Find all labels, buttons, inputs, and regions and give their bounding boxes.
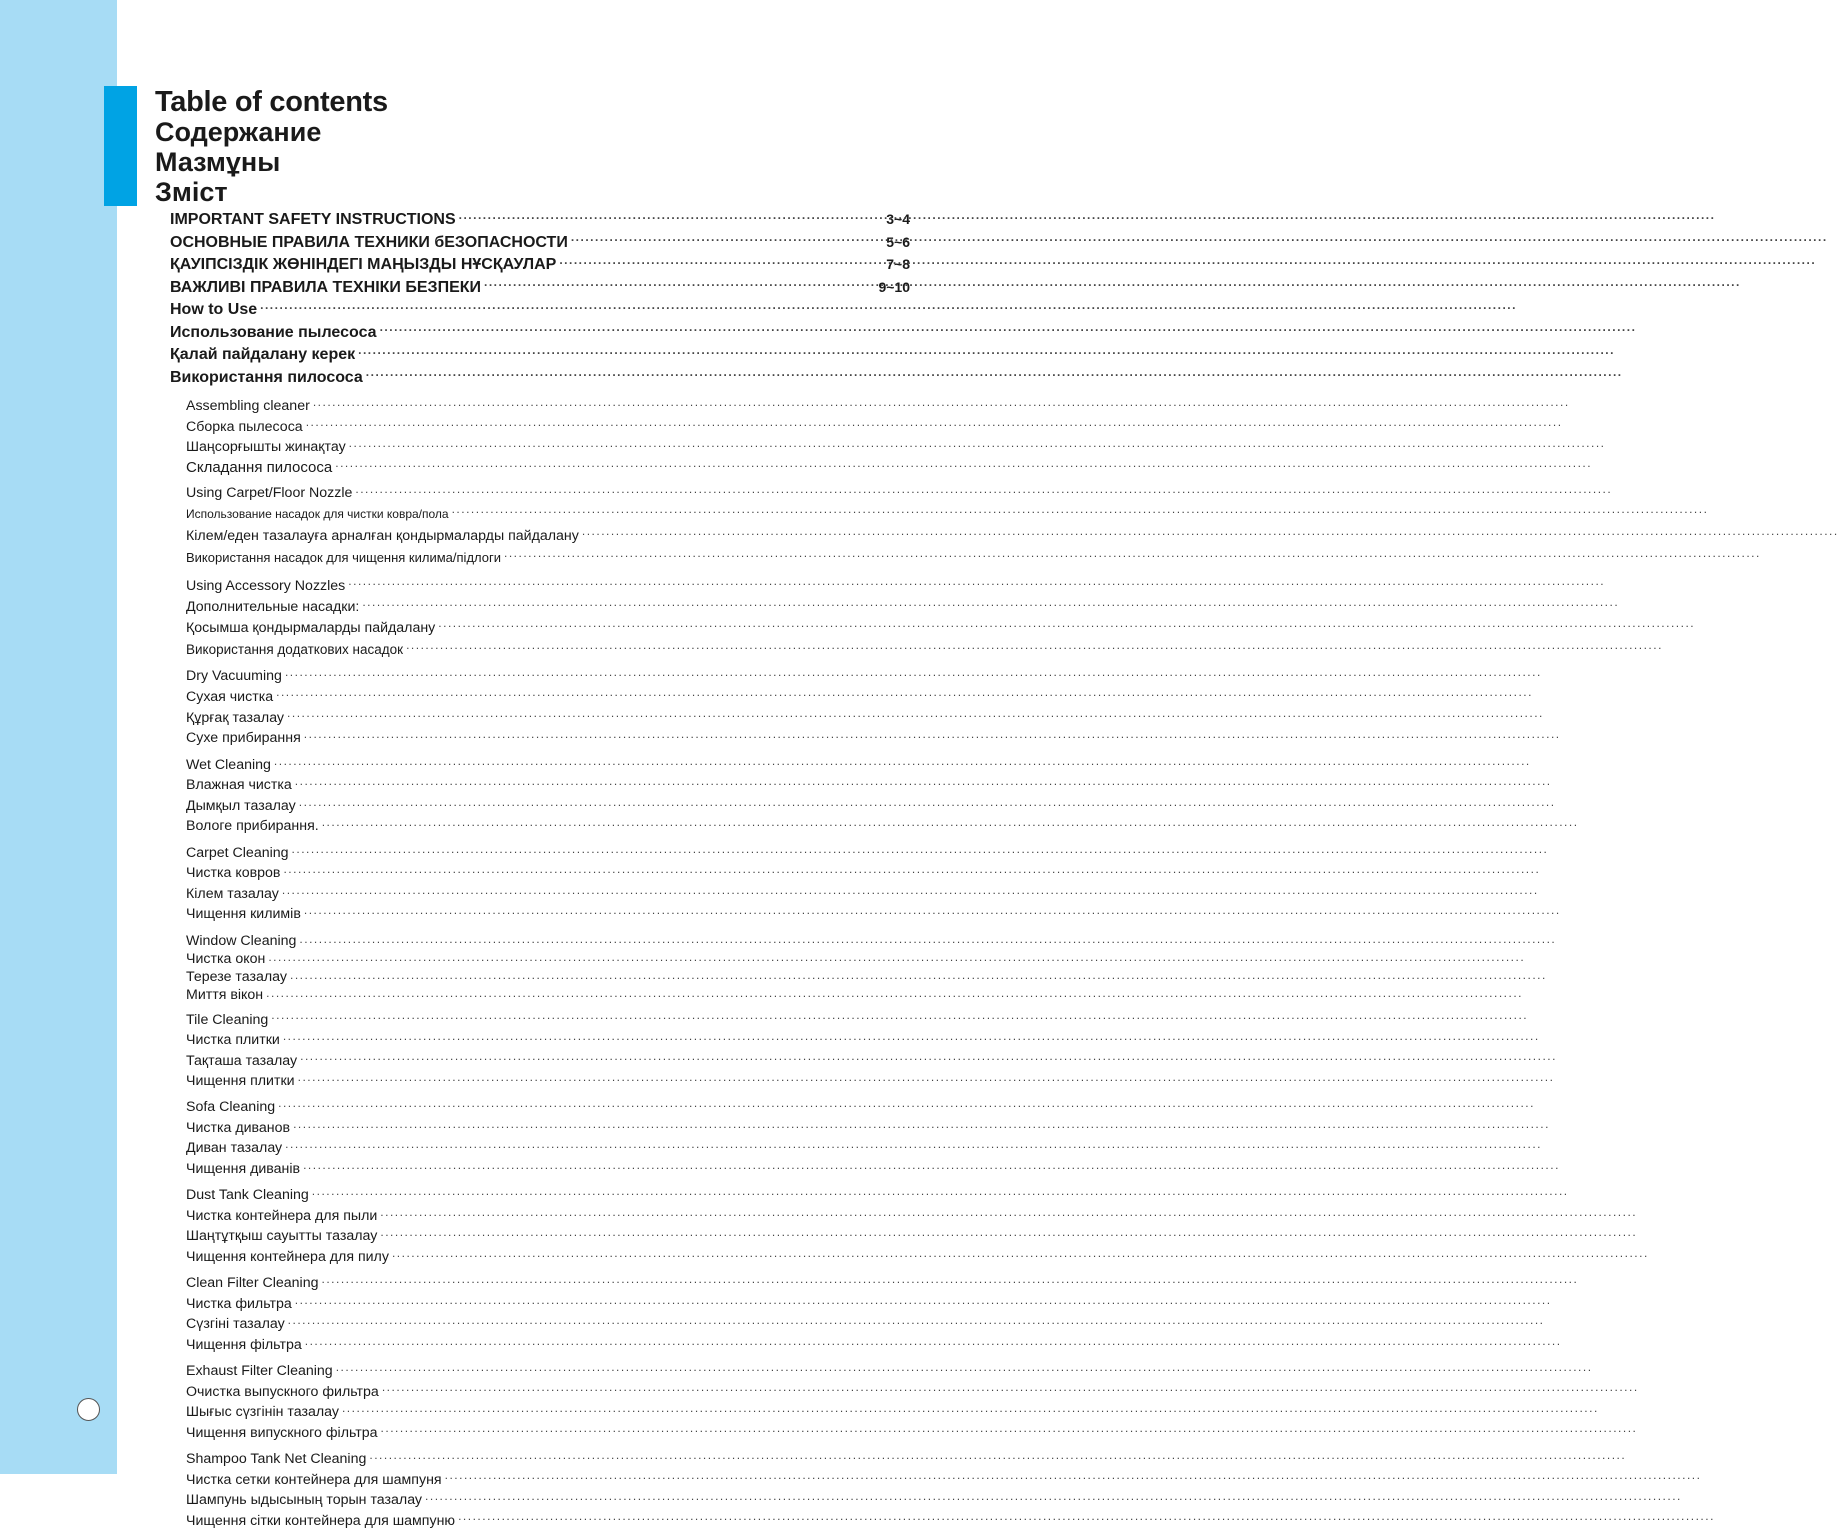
toc-group-dry-vacuuming [170, 666, 910, 749]
toc-group-clean-filter-cleaning [170, 1273, 910, 1355]
dot-leader [283, 863, 875, 877]
dot-leader [559, 253, 871, 269]
toc-sub-label: Сборка пылесоса [186, 418, 303, 435]
toc-entry-page: 3~4 [886, 211, 910, 227]
toc-sub-label: Carpet Cleaning [186, 844, 289, 861]
dot-leader [278, 1097, 875, 1111]
page-title-en: Table of contents [155, 86, 388, 118]
toc-entry-label: Використання пилососа [170, 368, 363, 386]
toc-group-carpet-cleaning [170, 843, 910, 925]
dot-leader [355, 483, 883, 497]
dot-leader [303, 1159, 875, 1173]
toc-sub-label: Тақташа тазалау [186, 1052, 298, 1069]
toc-group-assembling [170, 396, 910, 477]
dot-leader [300, 1050, 875, 1064]
toc-sub-label: Wet Cleaning [186, 756, 271, 773]
toc-sub-label: Очистка выпускного фильтра [186, 1383, 379, 1400]
toc-entry-page: 9~10 [878, 278, 910, 295]
page-title-ru: Содержание [155, 117, 322, 147]
dot-leader [362, 597, 883, 611]
dot-leader [312, 1185, 875, 1199]
toc-sub-label: Чистка диванов [186, 1119, 291, 1136]
dot-leader [292, 843, 875, 857]
toc-sub-entry[interactable] [170, 1247, 878, 1267]
toc-sub-label: Влажная чистка [186, 777, 292, 794]
toc-sub-label: Використання насадок для чищення килима/підлоги [186, 550, 501, 566]
toc-group-sofa-cleaning [170, 1097, 910, 1179]
dot-leader [504, 548, 883, 562]
dot-leader [458, 1511, 875, 1525]
dot-leader [335, 457, 883, 471]
toc-sub-entry[interactable] [170, 904, 878, 924]
toc-sub-label: Использование насадок для чистки ковра/пола [186, 507, 449, 522]
dot-leader [358, 343, 883, 359]
toc-sub-entry[interactable] [170, 816, 878, 836]
dot-leader [321, 1273, 883, 1287]
toc-sub-label: Чищення контейнера для пилу [186, 1248, 389, 1265]
toc-sub-label: Чистка ковров [186, 865, 281, 882]
dot-leader [304, 904, 875, 918]
toc-sub-label: Шаңтұтқыш сауытты тазалау [186, 1228, 378, 1245]
dot-leader [282, 884, 875, 898]
dot-leader [274, 755, 875, 769]
toc-sub-label: Сүзгіні тазалау [186, 1316, 285, 1333]
page-title-uk: Зміст [155, 177, 228, 207]
toc-sub-label: Using Accessory Nozzles [186, 577, 346, 594]
toc-sub-entry[interactable] [170, 967, 878, 985]
dot-leader [304, 728, 883, 742]
dot-leader [288, 1314, 883, 1328]
toc-sub-label: Чищення плитки [186, 1073, 295, 1089]
toc-entry-label: ҚАУІПСІЗДІК ЖӨНІНДЕГІ МАҢЫЗДЫ НҰСҚАУЛАР [170, 256, 557, 273]
toc-sub-label: Shampoo Tank Net Cleaning [186, 1451, 367, 1468]
toc-sub-label: Clean Filter Cleaning [186, 1275, 319, 1292]
toc-sub-label: Вологе прибирання. [186, 818, 319, 835]
toc-sub-label: Чищення килимів [186, 906, 301, 923]
dot-leader [348, 575, 883, 589]
dot-leader [285, 666, 883, 680]
dot-leader [445, 1470, 875, 1484]
toc-sub-label: Сухе прибирання [186, 730, 301, 747]
dot-leader [342, 1402, 875, 1416]
toc-sub-label: Dry Vacuuming [186, 668, 282, 685]
dot-leader [438, 618, 883, 632]
toc-entry-label: ВАЖЛИВІ ПРАВИЛА ТЕХНІКИ БЕЗПЕКИ [170, 278, 482, 296]
toc-sub-label: Қосымша қондырмаларды пайдалану [186, 619, 436, 636]
dot-leader [459, 208, 871, 224]
toc-sub-label: Чищення фільтра [186, 1336, 302, 1353]
dot-leader [285, 1138, 875, 1152]
dot-leader [366, 366, 883, 382]
dot-leader [369, 1449, 875, 1463]
dot-leader [406, 640, 883, 654]
dot-leader [306, 416, 883, 430]
dot-leader [271, 1009, 875, 1023]
toc-sub-label: Дополнительные насадки: [186, 598, 360, 615]
toc-sub-label: Чистка сетки контейнера для шампуня [186, 1471, 442, 1488]
dot-leader [287, 707, 883, 721]
toc-sub-entry[interactable] [170, 457, 886, 476]
toc-entry-label: Қалай пайдалану керек [170, 346, 356, 363]
toc-sub-entry[interactable] [170, 1071, 878, 1091]
toc-sub-entry[interactable] [170, 547, 886, 569]
dot-leader [380, 1206, 875, 1220]
toc-entry-page: 5~6 [886, 233, 910, 250]
dot-leader [425, 1490, 875, 1504]
toc-sub-label: Шампунь ыдысының торын тазалау [186, 1492, 423, 1509]
toc-sub-label: Sofa Cleaning [186, 1099, 276, 1116]
toc-entry-label: ОСНОВНЫЕ ПРАВИЛА ТЕХНИКИ бЕЗОПАСНОСТИ [170, 233, 568, 251]
toc-sub-label: Using Carpet/Floor Nozzle [186, 485, 353, 502]
table-of-contents [170, 208, 910, 1531]
toc-group-dust-tank-cleaning [170, 1185, 910, 1267]
toc-sub-entry[interactable] [170, 985, 878, 1003]
toc-sub-label: Терезе тазалау [186, 969, 287, 986]
toc-sub-label: Чистка плитки [186, 1032, 280, 1049]
toc-sub-label: Сухая чистка [186, 688, 274, 705]
toc-sub-label: Дымқыл тазалау [186, 797, 296, 814]
side-color-strip [0, 0, 117, 1474]
toc-sub-label: Шаңсорғышты жинақтау [186, 439, 346, 456]
dot-leader [295, 1294, 883, 1308]
dot-leader [266, 985, 875, 999]
dot-leader [452, 504, 883, 518]
dot-leader [380, 321, 883, 337]
toc-sub-label: Шығыс сүзгінін тазалау [186, 1404, 339, 1421]
toc-group-exhaust-filter-cleaning [170, 1361, 910, 1443]
dot-leader [381, 1423, 875, 1437]
toc-sub-label: Диван тазалау [186, 1140, 283, 1157]
toc-entry-label: IMPORTANT SAFETY INSTRUCTIONS [170, 211, 456, 228]
toc-sub-label: Чистка фильтра [186, 1295, 292, 1312]
title-accent-bar [104, 86, 137, 206]
dot-leader [392, 1247, 875, 1261]
toc-sub-label: Чистка окон [186, 950, 266, 967]
dot-leader [298, 1071, 875, 1085]
dot-leader [380, 1226, 875, 1240]
dot-leader [382, 1382, 875, 1396]
toc-group-window-cleaning [170, 931, 910, 1004]
toc-sub-label: Құрғақ тазалау [186, 709, 285, 726]
toc-sub-label: Кілем тазалау [186, 885, 279, 902]
dot-leader [299, 931, 875, 945]
toc-sub-label: Складання пилососа [186, 458, 333, 476]
toc-entry-page: 7~8 [886, 256, 910, 272]
toc-sub-label: Чистка контейнера для пыли [186, 1207, 378, 1224]
toc-sub-label: Window Cleaning [186, 932, 297, 949]
toc-sub-label: Чищення випускного фільтра [186, 1424, 378, 1441]
toc-entry-label: Использование пылесоса [170, 323, 377, 341]
toc-sub-entry[interactable] [170, 639, 886, 660]
dot-leader [571, 231, 871, 247]
dot-leader [336, 1361, 875, 1375]
toc-sub-label: Чищення диванів [186, 1160, 301, 1177]
toc-sub-label: Assembling cleaner [186, 398, 310, 415]
dot-leader [484, 276, 871, 292]
dot-leader [582, 526, 883, 540]
toc-sub-entry[interactable] [170, 931, 878, 949]
toc-group-shampoo-tank-net-cleaning [170, 1449, 910, 1531]
dot-leader [293, 1118, 875, 1132]
dot-leader [283, 1030, 875, 1044]
toc-group-accessory-nozzles [170, 575, 910, 660]
dot-leader [322, 816, 875, 830]
dot-leader [260, 298, 883, 314]
dot-leader [295, 775, 875, 789]
toc-sub-entry[interactable] [170, 949, 878, 967]
toc-group-wet-cleaning [170, 755, 910, 837]
dot-leader [305, 1335, 883, 1349]
toc-entry-label: How to Use [170, 301, 258, 318]
dot-leader [349, 437, 883, 451]
toc-sub-label: Миття вікон [186, 987, 264, 1004]
toc-sub-label: Exhaust Filter Cleaning [186, 1363, 333, 1380]
page-number-circle [77, 1398, 100, 1421]
toc-sub-label: Кілем/еден тазалауға арналған қондырмаларды пайдалану [186, 528, 579, 545]
toc-sub-label: Використання додаткових насадок [186, 641, 404, 657]
toc-entry-how-to-use-uk[interactable] [170, 366, 886, 389]
page-title-block [155, 88, 388, 207]
toc-sub-entry[interactable] [170, 1159, 878, 1179]
toc-sub-entry[interactable] [170, 1335, 886, 1355]
toc-sub-entry[interactable] [170, 1511, 878, 1531]
dot-leader [299, 796, 875, 810]
toc-sub-label: Dust Tank Cleaning [186, 1187, 309, 1204]
dot-leader [268, 949, 875, 963]
toc-sub-entry[interactable] [170, 1423, 878, 1443]
toc-sub-label: Чищення сітки контейнера для шампуню [186, 1512, 456, 1529]
dot-leader [290, 967, 875, 981]
toc-group-tile-cleaning [170, 1009, 910, 1091]
toc-sub-label: Tile Cleaning [186, 1011, 269, 1028]
toc-group-carpet-floor-nozzle [170, 483, 910, 569]
dot-leader [276, 687, 883, 701]
dot-leader [313, 396, 883, 410]
page-title-kk: Мазмұны [155, 147, 281, 177]
toc-sub-entry[interactable] [170, 728, 886, 749]
